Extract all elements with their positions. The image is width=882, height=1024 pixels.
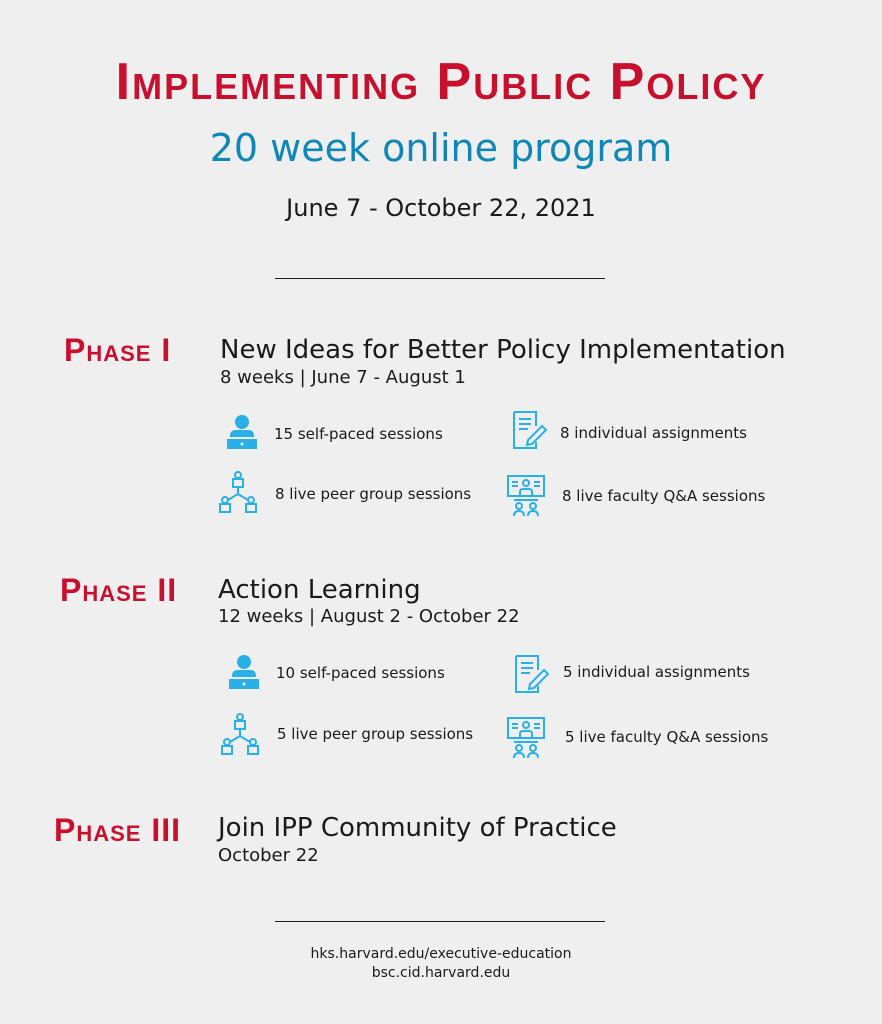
phase-2-self-paced: 10 self-paced sessions (276, 664, 445, 682)
page-title: Implementing Public Policy (115, 53, 767, 111)
laptop-user-icon (224, 652, 264, 696)
program-dates: June 7 - October 22, 2021 (286, 194, 596, 222)
phase-2-subtitle: 12 weeks | August 2 - October 22 (218, 606, 520, 627)
phase-1-assignments: 8 individual assignments (560, 424, 747, 442)
phase-2-peer-group: 5 live peer group sessions (277, 725, 474, 743)
footer-link-hks[interactable]: hks.harvard.edu/executive-education (310, 946, 572, 962)
phase-3-title: Join IPP Community of Practice (218, 813, 617, 843)
peer-group-icon (220, 712, 260, 756)
document-pencil-icon (510, 652, 550, 696)
phase-1-peer-group: 8 live peer group sessions (275, 485, 472, 503)
phase-1-self-paced: 15 self-paced sessions (274, 425, 443, 443)
top-divider (275, 278, 605, 279)
program-subtitle: 20 week online program (209, 126, 673, 170)
faculty-qa-icon (506, 474, 546, 518)
phase-2-title: Action Learning (218, 575, 421, 605)
phase-2-assignments: 5 individual assignments (563, 663, 750, 681)
phase-3-subtitle: October 22 (218, 845, 319, 866)
peer-group-icon (218, 470, 258, 514)
phase-1-subtitle: 8 weeks | June 7 - August 1 (220, 367, 466, 388)
footer-link-bsc[interactable]: bsc.cid.harvard.edu (371, 965, 511, 981)
laptop-user-icon (222, 412, 262, 456)
phase-2-faculty-qa: 5 live faculty Q&A sessions (565, 728, 769, 746)
phase-1-title: New Ideas for Better Policy Implementation (220, 335, 786, 365)
document-pencil-icon (508, 408, 548, 452)
bottom-divider (275, 921, 605, 922)
phase-2-label: Phase II (60, 572, 178, 608)
phase-1-label: Phase I (64, 332, 172, 368)
phase-1-faculty-qa: 8 live faculty Q&A sessions (562, 487, 766, 505)
faculty-qa-icon (506, 716, 546, 760)
phase-3-label: Phase III (54, 812, 182, 848)
